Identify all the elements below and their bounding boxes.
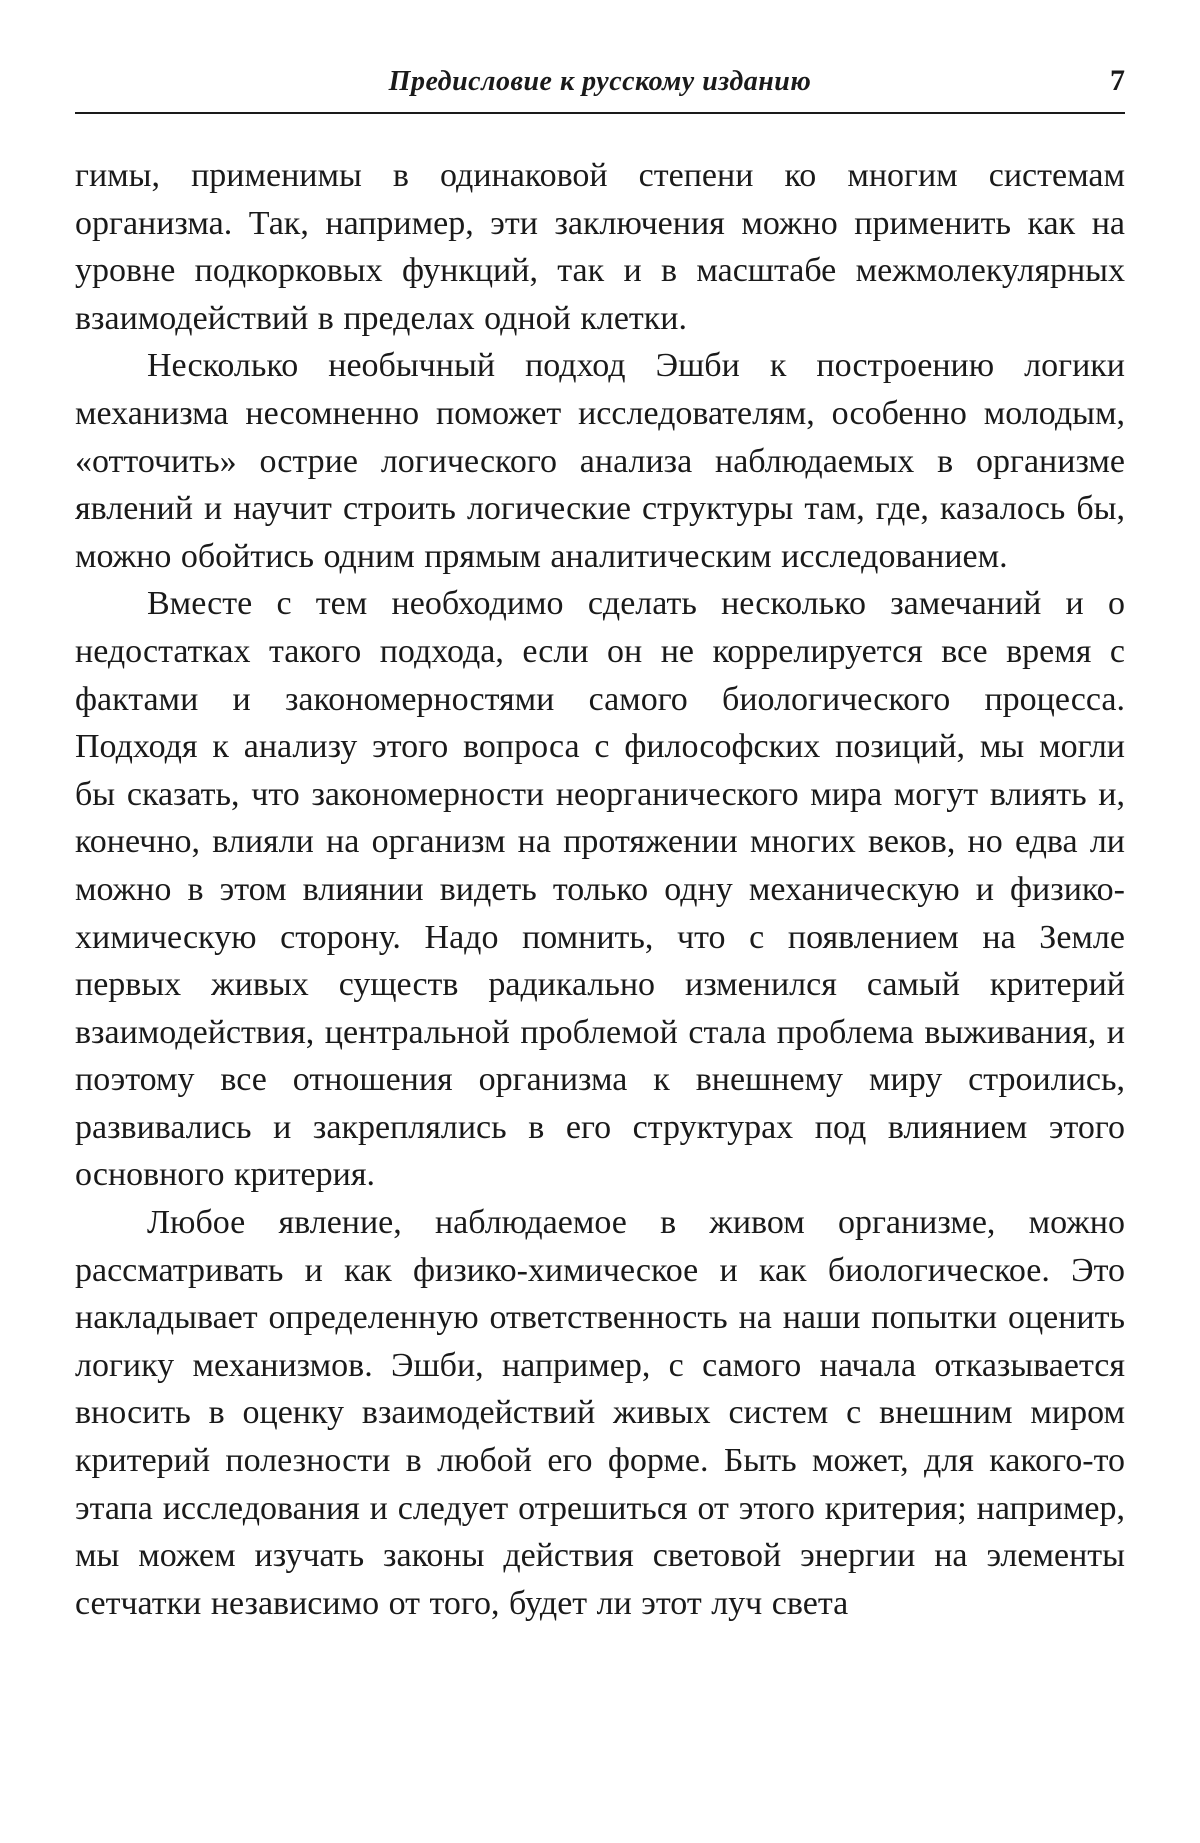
paragraph-continuation: гимы, применимы в одинаковой степени ко многим системам организма. Так, например, эти заключения можно применить как на уровне подкорковых функций, так и в масштабе межмолекулярных взаимодействий в пределах одной клетки. [75,157,1125,337]
running-header [75,60,1125,114]
page-number: 7 [1110,64,1125,97]
running-header-title: Предисловие к русскому изданию [388,66,812,97]
paragraph: Несколько необычный подход Эшби к построению логики механизма несомненно поможет исследователям, особенно молодым, «отточить» острие логического анализа наблюдаемых в организме явлений и научит строить логические структуры там, где, казалось бы, можно обойтись одним прямым аналитическим исследованием. [75,347,1125,575]
book-page [75,60,1125,1627]
paragraph: Вместе с тем необходимо сделать несколько замечаний и о недостатках такого подхода, если он не коррелируется все время с фактами и закономерностями самого биологического процесса. Подходя к анализу этого вопроса с философских позиций, мы могли бы сказать, что закономерности неорганического мира могут влиять и, конечно, влияли на организм на протяжении многих веков, но едва ли можно в этом влиянии видеть только одну механическую и физико-химическую сторону. Надо помнить, что с появлением на Земле первых живых существ радикально изменился самый критерий взаимодействия, центральной проблемой стала проблема выживания, и поэтому все отношения организма к внешнему миру строились, развивались и закреплялись в его структурах под влиянием этого основного критерия. [75,585,1125,1194]
body-text [75,152,1125,1627]
paragraph: Любое явление, наблюдаемое в живом организме, можно рассматривать и как физико-химическое и как биологическое. Это накладывает определенную ответственность на наши попытки оценить логику механизмов. Эшби, например, с самого начала отказывается вносить в оценку взаимодействий живых систем с внешним миром критерий полезности в любой его форме. Быть может, для какого-то этапа исследования и следует отрешиться от этого критерия; например, мы можем изучать законы действия световой энергии на элементы сетчатки независимо от того, будет ли этот луч света [75,1204,1125,1622]
